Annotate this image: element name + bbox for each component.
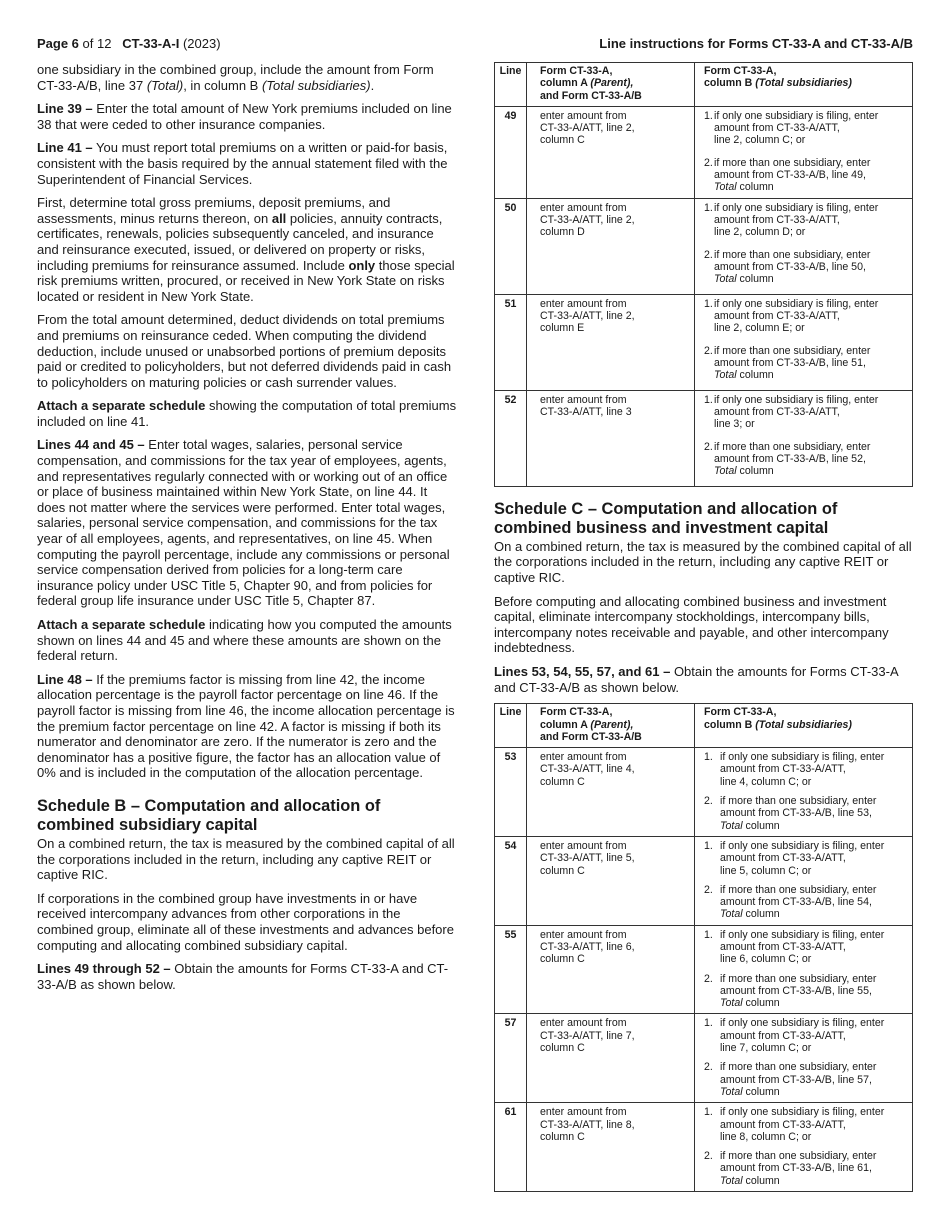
option-text — [720, 884, 908, 921]
header-b-2i: (Total subsidiaries) — [755, 77, 852, 90]
header-column-b — [695, 704, 913, 748]
line-48-paragraph — [37, 672, 457, 781]
header-b-1: Form CT-33-A, — [704, 706, 777, 719]
total-word: Total — [720, 1085, 743, 1098]
form-year: (2023) — [179, 36, 221, 51]
option-text — [720, 1150, 908, 1187]
option-number: 2. — [704, 1061, 713, 1074]
option-number: 2. — [704, 156, 713, 169]
lines-44-45-label: Lines 44 and 45 – — [37, 437, 145, 453]
lines-49-52-text: Obtain the amounts for Forms CT-33-A and CT-33-A/B as shown below. — [37, 961, 449, 992]
cell-a-line-3: column C — [540, 775, 585, 788]
cell-a-line-1: enter amount from — [540, 839, 627, 852]
option-2-b: amount from CT-33-A/B, line 57, — [720, 1073, 872, 1086]
option-2-a: if more than one subsidiary, enter — [714, 440, 871, 453]
header-b-2: column B — [704, 77, 756, 90]
schedule-c-table-body — [495, 748, 913, 1192]
cell-a-line-3: column C — [540, 1042, 585, 1055]
cell-a-line-2: CT-33-A/ATT, line 7, — [540, 1029, 635, 1042]
from-total-paragraph: From the total amount determined, deduct dividends on total premiums and premiums on reinsurance ceded. When computing the dividend deduction, include unused or unabsorbed portions of premium deposits paid or credited to policyholders, but not deferred dividends paid in cash to policyholders on maturing policies or cash surrender values. — [37, 312, 452, 390]
option-number: 1. — [704, 751, 713, 764]
option-text — [714, 110, 908, 147]
cell-line-number: 50 — [495, 198, 527, 294]
line-41-label: Line 41 – — [37, 140, 93, 156]
cell-column-a — [527, 106, 695, 198]
cell-a-line-2: CT-33-A/ATT, line 8, — [540, 1118, 635, 1131]
cell-line-number: 54 — [495, 836, 527, 925]
cell-column-a — [527, 1103, 695, 1192]
header-a-1: Form CT-33-A, — [540, 65, 613, 77]
option-number: 2. — [704, 972, 713, 985]
option-one-subsidiary — [704, 298, 908, 335]
total-word: Total — [720, 819, 743, 832]
cell-a-line-3: column C — [540, 864, 585, 877]
option-1-a: if only one subsidiary is filing, enter — [720, 1017, 885, 1030]
option-1-b: amount from CT-33-A/ATT, — [720, 763, 846, 776]
option-1-b: amount from CT-33-A/ATT, — [714, 310, 840, 323]
table-row — [495, 198, 913, 294]
attach-schedule-paragraph-2 — [37, 617, 457, 664]
option-one-subsidiary — [704, 110, 908, 147]
option-1-c: line 6, column C; or — [720, 953, 812, 966]
option-1-a: if only one subsidiary is filing, enter — [714, 393, 879, 406]
line-41-text: You must report total premiums on a written or paid-for basis, consistent with the basis required by the annual statement filed with the Superintendent of Financial Services. — [37, 140, 448, 187]
option-number: 1. — [704, 393, 713, 406]
option-number: 1. — [704, 839, 713, 852]
attach-schedule-paragraph-1 — [37, 398, 457, 429]
cell-column-b — [695, 198, 913, 294]
option-2-a: if more than one subsidiary, enter — [714, 248, 871, 261]
schedule-c-p1: On a combined return, the tax is measured by the combined capital of all the corporations included in the return, including any captive REIT or captive RIC. — [494, 538, 912, 586]
option-text — [714, 202, 908, 239]
right-column — [494, 62, 914, 1192]
cell-column-a — [527, 294, 695, 390]
option-more-subsidiaries — [704, 1061, 908, 1098]
first-text-d: only — [348, 257, 376, 273]
option-text — [720, 929, 908, 966]
option-text — [714, 345, 908, 382]
cell-a-line-2: CT-33-A/ATT, line 2, — [540, 214, 635, 227]
first-text-e: those special risk premiums written, procured, or received in New York State on risks located or resident in New York State. — [37, 257, 455, 304]
option-more-subsidiaries — [704, 345, 908, 382]
option-2-a: if more than one subsidiary, enter — [720, 883, 877, 896]
cell-a-line-1: enter amount from — [540, 928, 627, 941]
option-1-c: line 8, column C; or — [720, 1130, 812, 1143]
attach-2-text: indicating how you computed the amounts shown on lines 44 and 45 and where these amounts are shown on the federal return. — [37, 617, 452, 664]
cell-column-a — [527, 748, 695, 837]
table-row — [495, 925, 913, 1014]
option-2-a: if more than one subsidiary, enter — [720, 972, 877, 985]
line-48-text: If the premiums factor is missing from line 42, the income allocation percentage is the payroll factor percentage on line 46. If the payroll factor is missing from line 46, the income allocation percentage is the premium factor percentage on line 42. A factor is missing if both its numerator and denominator are zero. If the numerator is zero and the denominator has a positive figure, the factor has an allocation value of 0% and is included in the computation of the allocation percentage. — [37, 671, 455, 781]
option-text — [720, 795, 908, 832]
option-number: 1. — [704, 928, 713, 941]
schedule-c-heading: Schedule C – Computation and allocation of combined business and investment capital — [494, 499, 838, 537]
option-2-b: amount from CT-33-A/B, line 61, — [720, 1162, 872, 1175]
option-2-b: amount from CT-33-A/B, line 51, — [714, 357, 866, 370]
option-more-subsidiaries — [704, 795, 908, 832]
table-header-row — [495, 704, 913, 748]
column-word: column — [742, 819, 780, 832]
cell-column-b — [695, 1014, 913, 1103]
cell-column-b — [695, 836, 913, 925]
column-word: column — [742, 997, 780, 1010]
option-1-a: if only one subsidiary is filing, enter — [714, 109, 879, 122]
intro-text-c: , in column B — [183, 77, 262, 93]
cell-a-line-1: enter amount from — [540, 1106, 627, 1119]
option-number: 2. — [704, 440, 713, 453]
table-row — [495, 1014, 913, 1103]
page-number: Page 6 — [37, 36, 79, 51]
column-word: column — [736, 465, 774, 478]
option-1-b: amount from CT-33-A/ATT, — [714, 406, 840, 419]
option-1-b: amount from CT-33-A/ATT, — [714, 122, 840, 135]
option-1-a: if only one subsidiary is filing, enter — [720, 1106, 885, 1119]
option-1-a: if only one subsidiary is filing, enter — [720, 928, 885, 941]
schedule-c-p2: Before computing and allocating combined business and investment capital, eliminate intercompany stockholdings, intercompany bills, intercompany notes receivable and payable, and other intercompany indebtedness. — [494, 593, 889, 656]
line-39-text: Enter the total amount of New York premiums included on line 38 that were ceded to other insurance companies. — [37, 101, 452, 132]
option-1-b: amount from CT-33-A/ATT, — [720, 1118, 846, 1131]
option-number: 1. — [704, 297, 713, 310]
option-text — [720, 973, 908, 1010]
option-2-a: if more than one subsidiary, enter — [720, 1061, 877, 1074]
header-a-3: and Form CT-33-A/B — [540, 730, 642, 743]
header-b-1: Form CT-33-A, — [704, 65, 777, 77]
table-row — [495, 836, 913, 925]
cell-a-line-2: CT-33-A/ATT, line 3 — [540, 406, 632, 419]
option-2-b: amount from CT-33-A/B, line 52, — [714, 453, 866, 466]
total-word: Total — [720, 997, 743, 1010]
lines-53-61-label: Lines 53, 54, 55, 57, and 61 – — [494, 664, 671, 680]
table-row — [495, 748, 913, 837]
cell-line-number: 52 — [495, 390, 527, 486]
column-word: column — [736, 273, 774, 286]
total-word: Total — [720, 908, 743, 921]
cell-a-line-2: CT-33-A/ATT, line 6, — [540, 940, 635, 953]
option-number: 1. — [704, 109, 713, 122]
option-2-b: amount from CT-33-A/B, line 55, — [720, 984, 872, 997]
cell-a-line-3: column C — [540, 953, 585, 966]
cell-a-line-1: enter amount from — [540, 109, 627, 122]
cell-a-line-1: enter amount from — [540, 201, 627, 214]
option-2-a: if more than one subsidiary, enter — [720, 795, 877, 808]
schedule-b-p2: If corporations in the combined group have investments in or have received intercompany advances from other corporations in the combined group, eliminate all of these investments and advances before computing and allocating combined subsidiary capital. — [37, 890, 454, 953]
total-word: Total — [714, 273, 737, 286]
header-a-3: and Form CT-33-A/B — [540, 89, 642, 102]
header-a-2i: (Parent), — [590, 77, 634, 90]
cell-a-line-3: column C — [540, 134, 585, 147]
header-a-1: Form CT-33-A, — [540, 706, 613, 719]
cell-column-a — [527, 925, 695, 1014]
first-determine-paragraph — [37, 195, 457, 304]
option-more-subsidiaries — [704, 157, 908, 194]
option-text — [720, 1017, 908, 1054]
option-text — [714, 249, 908, 286]
option-2-b: amount from CT-33-A/B, line 54, — [720, 896, 872, 909]
schedule-c-lines-table — [494, 703, 913, 1192]
option-1-b: amount from CT-33-A/ATT, — [720, 1029, 846, 1042]
line-39-paragraph — [37, 101, 457, 132]
option-more-subsidiaries — [704, 249, 908, 286]
intro-text-b: (Total) — [146, 77, 184, 93]
cell-column-b — [695, 106, 913, 198]
option-more-subsidiaries — [704, 973, 908, 1010]
option-number: 2. — [704, 1150, 713, 1163]
column-word: column — [742, 1174, 780, 1187]
lines-49-52-label: Lines 49 through 52 – — [37, 961, 171, 977]
option-text — [720, 751, 908, 788]
cell-line-number: 57 — [495, 1014, 527, 1103]
column-word: column — [742, 908, 780, 921]
option-text — [720, 840, 908, 877]
cell-a-line-1: enter amount from — [540, 1017, 627, 1030]
header-column-a — [527, 63, 695, 107]
option-text — [714, 441, 908, 478]
cell-line-number: 53 — [495, 748, 527, 837]
option-one-subsidiary — [704, 929, 908, 966]
cell-column-a — [527, 390, 695, 486]
header-a-2: column A — [540, 718, 591, 731]
total-word: Total — [714, 465, 737, 478]
option-2-b: amount from CT-33-A/B, line 50, — [714, 261, 866, 274]
header-column-b — [695, 63, 913, 107]
column-word: column — [742, 1085, 780, 1098]
cell-a-line-2: CT-33-A/ATT, line 4, — [540, 763, 635, 776]
cell-line-number: 61 — [495, 1103, 527, 1192]
header-line: Line — [495, 63, 527, 107]
option-more-subsidiaries — [704, 884, 908, 921]
line-39-label: Line 39 – — [37, 101, 93, 117]
lines-49-52-paragraph — [37, 961, 457, 992]
option-one-subsidiary — [704, 202, 908, 239]
cell-a-line-1: enter amount from — [540, 393, 627, 406]
cell-column-b — [695, 1103, 913, 1192]
table-row — [495, 294, 913, 390]
header-a-2: column A — [540, 77, 591, 90]
option-text — [714, 157, 908, 194]
option-1-b: amount from CT-33-A/ATT, — [720, 852, 846, 865]
form-id: CT-33-A-I — [122, 36, 180, 51]
schedule-b-heading: Schedule B – Computation and allocation of combined subsidiary capital — [37, 796, 381, 834]
line-41-paragraph — [37, 140, 457, 187]
cell-a-line-1: enter amount from — [540, 751, 627, 764]
cell-column-b — [695, 748, 913, 837]
option-1-c: line 5, column C; or — [720, 864, 812, 877]
table-row — [495, 1103, 913, 1192]
left-column — [37, 62, 457, 992]
option-2-a: if more than one subsidiary, enter — [714, 156, 871, 169]
option-text — [720, 1061, 908, 1098]
option-more-subsidiaries — [704, 441, 908, 478]
intro-text-e: . — [370, 77, 375, 93]
cell-a-line-3: column C — [540, 1130, 585, 1143]
option-1-c: line 4, column C; or — [720, 775, 812, 788]
option-number: 1. — [704, 1106, 713, 1119]
option-1-b: amount from CT-33-A/ATT, — [714, 214, 840, 227]
option-one-subsidiary — [704, 751, 908, 788]
option-2-b: amount from CT-33-A/B, line 49, — [714, 169, 866, 182]
option-one-subsidiary — [704, 840, 908, 877]
table-row — [495, 106, 913, 198]
total-word: Total — [720, 1174, 743, 1187]
option-1-c: line 7, column C; or — [720, 1042, 812, 1055]
cell-column-a — [527, 836, 695, 925]
option-number: 1. — [704, 1017, 713, 1030]
cell-a-line-2: CT-33-A/ATT, line 5, — [540, 852, 635, 865]
attach-1-bold: Attach a separate schedule — [37, 398, 206, 414]
column-word: column — [736, 181, 774, 194]
option-1-c: line 3; or — [714, 418, 755, 431]
option-1-c: line 2, column D; or — [714, 226, 806, 239]
option-1-c: line 2, column C; or — [714, 134, 806, 147]
intro-paragraph — [37, 62, 457, 93]
cell-a-line-3: column D — [540, 226, 585, 239]
cell-column-b — [695, 925, 913, 1014]
table-row — [495, 390, 913, 486]
first-text-b: all — [271, 210, 287, 226]
cell-a-line-2: CT-33-A/ATT, line 2, — [540, 122, 635, 135]
option-1-a: if only one subsidiary is filing, enter — [720, 751, 885, 764]
cell-a-line-1: enter amount from — [540, 297, 627, 310]
cell-a-line-2: CT-33-A/ATT, line 2, — [540, 310, 635, 323]
page-header-left — [37, 36, 221, 51]
page-total: of 12 — [78, 36, 112, 51]
cell-line-number: 55 — [495, 925, 527, 1014]
cell-column-b — [695, 294, 913, 390]
option-number: 2. — [704, 795, 713, 808]
section-title: Line instructions for Forms CT-33-A and CT-33-A/B — [599, 36, 913, 51]
option-number: 2. — [704, 344, 713, 357]
option-1-a: if only one subsidiary is filing, enter — [720, 839, 885, 852]
cell-column-a — [527, 1014, 695, 1103]
option-one-subsidiary — [704, 1106, 908, 1143]
table-header-row — [495, 63, 913, 107]
lines-53-61-text: Obtain the amounts for Forms CT-33-A and CT-33-A/B as shown below. — [494, 664, 898, 695]
option-2-a: if more than one subsidiary, enter — [714, 344, 871, 357]
intro-text-d: (Total subsidiaries) — [261, 77, 371, 93]
schedule-b-lines-table — [494, 62, 913, 487]
option-2-a: if more than one subsidiary, enter — [720, 1150, 877, 1163]
header-line: Line — [495, 704, 527, 748]
total-word: Total — [714, 369, 737, 382]
line-48-label: Line 48 – — [37, 671, 93, 687]
option-1-a: if only one subsidiary is filing, enter — [714, 297, 879, 310]
lines-44-45-paragraph — [37, 437, 457, 609]
header-a-2i: (Parent), — [590, 718, 634, 731]
option-more-subsidiaries — [704, 1150, 908, 1187]
option-one-subsidiary — [704, 1017, 908, 1054]
attach-1-text: showing the computation of total premiums included on line 41. — [37, 398, 457, 429]
option-number: 2. — [704, 248, 713, 261]
cell-column-b — [695, 390, 913, 486]
option-1-c: line 2, column E; or — [714, 322, 805, 335]
cell-column-a — [527, 198, 695, 294]
schedule-b-p1: On a combined return, the tax is measured by the combined capital of all the corporations included in the return, including any captive REIT or captive RIC. — [37, 835, 455, 883]
option-text — [714, 394, 908, 431]
option-text — [720, 1106, 908, 1143]
schedule-b-table-body — [495, 106, 913, 486]
header-b-2i: (Total subsidiaries) — [755, 718, 852, 731]
first-text-a: First, determine total gross premiums, deposit premiums, and assessments, minus returns thereon, on — [37, 195, 391, 226]
cell-line-number: 49 — [495, 106, 527, 198]
option-number: 2. — [704, 883, 713, 896]
total-word: Total — [714, 181, 737, 194]
option-text — [714, 298, 908, 335]
option-one-subsidiary — [704, 394, 908, 431]
cell-line-number: 51 — [495, 294, 527, 390]
attach-2-bold: Attach a separate schedule — [37, 617, 206, 632]
first-text-c: policies, annuity contracts, certificates, renewals, policies subsequently canceled, and insurance and reinsurance executed, issued, or delivered on property or risks, including premiums for reinsurance assumed. Include — [37, 210, 443, 273]
intro-text-a: one subsidiary in the combined group, include the amount from Form CT-33-A/B, line 37 — [37, 62, 434, 93]
option-2-b: amount from CT-33-A/B, line 53, — [720, 807, 872, 820]
header-b-2: column B — [704, 718, 756, 731]
cell-a-line-3: column E — [540, 322, 585, 335]
header-column-a — [527, 704, 695, 748]
lines-53-61-paragraph — [494, 664, 914, 695]
option-number: 1. — [704, 201, 713, 214]
column-word: column — [736, 369, 774, 382]
lines-44-45-text: Enter total wages, salaries, personal service compensation, and commissions for the tax year of employees, agents, and representatives regularly connected with or working out of an office or place of business maintained within New York State, on line 44. It does not matter where the services were performed. Enter total wages, salaries, personal service compensation, and commissions for the tax year of all employees, agents, and representatives, on line 45. When computing the payroll percentage, include any commissions or personal service compensation derived from policies for a long-term care insurance policy under USC Title 5, Chapter 90, and from policies for federal group life insurance under USC Title 5, Chapter 87. — [37, 437, 450, 609]
option-1-b: amount from CT-33-A/ATT, — [720, 940, 846, 953]
option-1-a: if only one subsidiary is filing, enter — [714, 201, 879, 214]
